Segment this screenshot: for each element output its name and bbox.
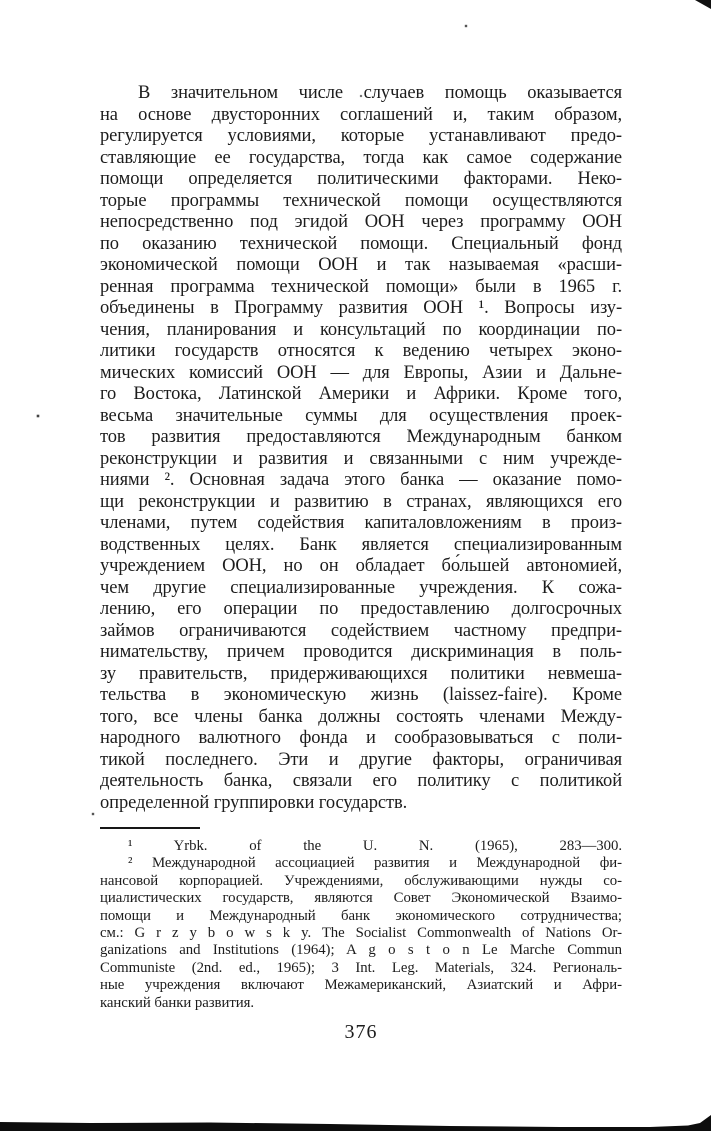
footnote-line: Communiste (2nd. ed., 1965); 3 Int. Leg. Materials, 324. Региональ- xyxy=(100,959,622,976)
body-paragraph xyxy=(100,83,622,814)
text-line: тельства в экономическую жизнь (laissez-faire). Кроме xyxy=(100,685,622,705)
text-line: регулируется условиями, которые устанавливают предо- xyxy=(100,126,622,146)
footnote-line: канский банки развития. xyxy=(100,994,255,1011)
footnote-line: ² Международной ассоциацией развития и Международной фи- xyxy=(128,855,622,872)
footnote-line: нансовой корпорацией. Учреждениями, обслуживающими нужды со- xyxy=(100,872,622,889)
footnote-line: циалистических государств, являются Совет Экономической Взаимо- xyxy=(100,890,622,907)
text-line: зу правительств, придерживающихся политики невмеша- xyxy=(100,663,622,684)
text-line: определенной группировки государств. xyxy=(100,792,408,813)
text-line: щи реконструкции и развитию в странах, являющихся его xyxy=(100,491,622,512)
footnote-line: ные учреждения включают Межамериканский, Азиатский и Афри- xyxy=(100,977,622,994)
scan-specks xyxy=(0,0,2,2)
text-line: тикой последнего. Эти и другие факторы, ограничивая xyxy=(100,749,622,770)
text-line: непосредственно под эгидой ООН через программу ООН xyxy=(100,212,622,232)
text-line: ренная программа технической помощи» были в 1965 г. xyxy=(100,276,622,297)
text-line: учреждением ООН, но он обладает бо́льшей автономией, xyxy=(100,556,622,576)
footnote-line: ¹ Yrbk. of the U. N. (1965), 283—300. xyxy=(128,838,622,854)
text-line: на основе двусторонних соглашений и, таким образом, xyxy=(100,104,622,125)
page-number: 376 xyxy=(344,1021,378,1043)
text-line: по оказанию технической помощи. Специальный фонд xyxy=(100,233,622,254)
footnote-separator xyxy=(100,827,200,829)
text-line: помощи определяется политическими факторами. Неко- xyxy=(100,169,622,189)
text-line: членами, путем содействия капиталовложениям в произ- xyxy=(100,513,622,533)
text-line: В значительном числе случаев помощь оказывается xyxy=(138,83,622,103)
text-line: чем другие специализированные учреждения. К сожа- xyxy=(100,577,622,598)
footnote-line: помощи и Международный банк экономического сотрудничества; xyxy=(100,907,622,924)
text-line: экономической помощи ООН и так называемая «расши- xyxy=(100,255,622,275)
text-line: чения, планирования и консультаций по координации по- xyxy=(100,319,622,340)
text-line: торые программы технической помощи осуществляются xyxy=(100,190,622,211)
text-line: ниями ². Основная задача этого банка — оказание помо- xyxy=(100,470,622,490)
footnotes-block xyxy=(100,838,622,1012)
text-line: реконструкции и развития и связанными с ним учрежде- xyxy=(100,448,622,469)
scan-bottom-edge xyxy=(0,1113,711,1131)
footnote-line: ganizations and Institutions (1964); A g o s t o n Le Marche Commun xyxy=(100,942,622,959)
text-line: народного валютного фонда и сообразовываться с поли- xyxy=(100,728,622,748)
text-line: нимательству, причем проводится дискриминация в поль- xyxy=(100,642,622,662)
text-line: деятельность банка, связали его политику с политикой xyxy=(100,771,622,791)
text-line: того, все члены банка должны состоять членами Между- xyxy=(100,706,622,727)
text-line: займов ограничиваются содействием частному предпри- xyxy=(100,620,622,641)
text-line: водственных целях. Банк является специализированным xyxy=(100,534,622,555)
text-line: ставляющие ее государства, тогда как самое содержание xyxy=(100,147,622,168)
footnote-line: см.: G r z y b o w s k y. The Socialist Commonwealth of Nations Or- xyxy=(100,925,622,942)
text-line: объединены в Программу развития ООН ¹. Вопросы изу- xyxy=(100,298,622,318)
scan-corner-mark xyxy=(695,0,711,9)
text-line: мических комиссий ООН — для Европы, Азии и Дальне- xyxy=(100,362,622,383)
text-line: весьма значительные суммы для осуществления проек- xyxy=(100,405,622,426)
text-line: тов развития предоставляются Международным банком xyxy=(100,427,622,447)
text-line: литики государств относятся к ведению четырех эконо- xyxy=(100,341,622,361)
text-line: лению, его операции по предоставлению долгосрочных xyxy=(100,599,622,619)
text-line: го Востока, Латинской Америки и Африки. Кроме того, xyxy=(100,384,622,404)
